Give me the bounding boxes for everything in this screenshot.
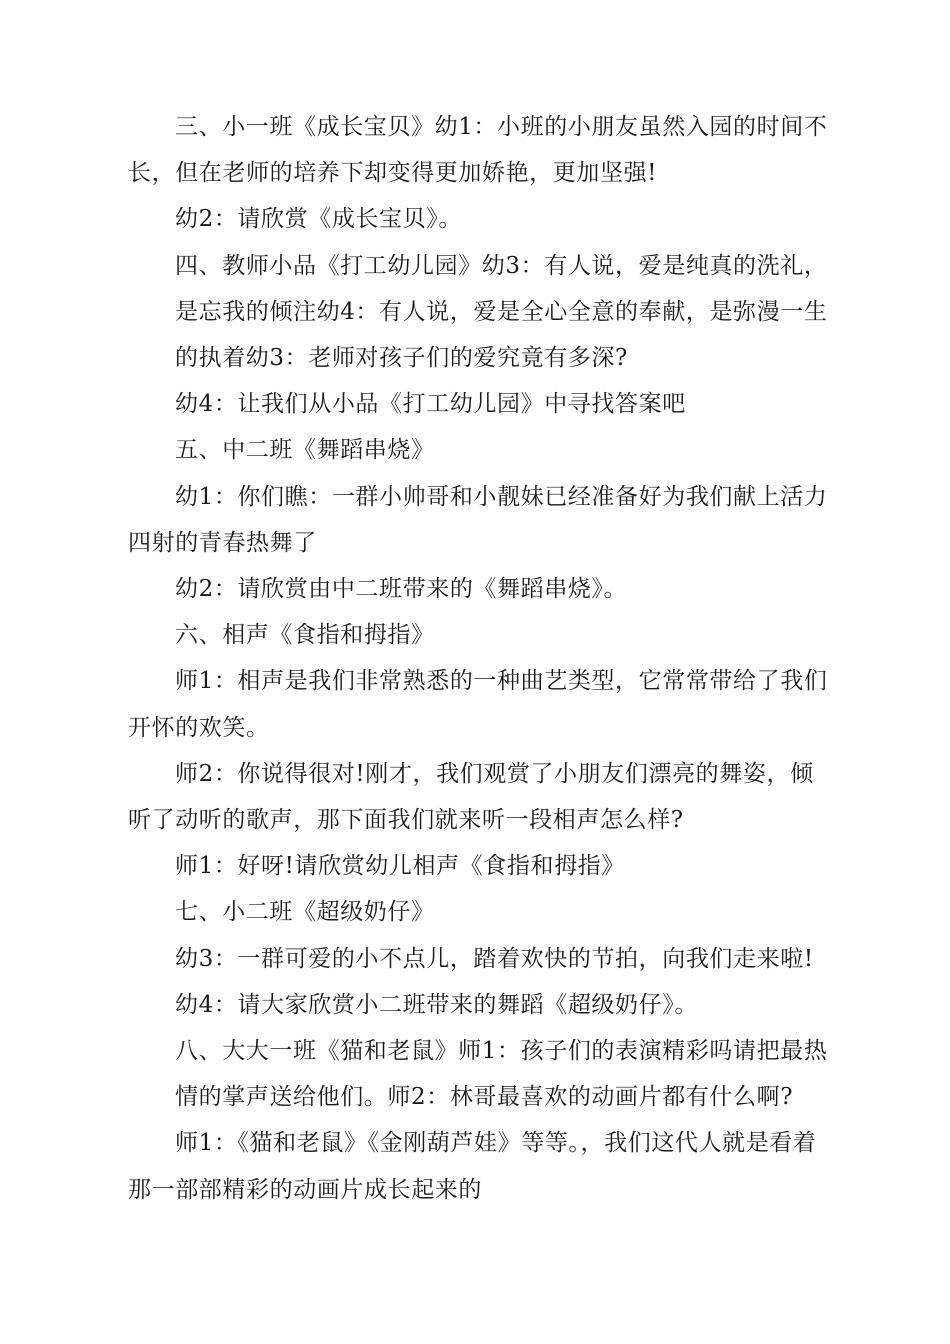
paragraph: 幼4：请大家欣赏小二班带来的舞蹈《超级奶仔》。 [175, 991, 698, 1018]
paragraph: 师1：相声是我们非常熟悉的一种曲艺类型，它常常带给了我们开怀的欢笑。 [128, 668, 828, 741]
paragraph: 幼2：请欣赏《成长宝贝》。 [175, 206, 462, 233]
paragraph: 师2：你说得很对!刚才，我们观赏了小朋友们漂亮的舞姿，倾听了动听的歌声，那下面我们就来听一段相声怎么样? [128, 760, 814, 834]
paragraph: 八、大大一班《猫和老鼠》师1：孩子们的表演精彩吗请把最热情的掌声送给他们。师2：林哥最喜欢的动画片都有什么啊? [175, 1038, 828, 1111]
paragraph: 四、教师小品《打工幼儿园》幼3：有人说，爱是纯真的洗礼，是忘我的倾注幼4：有人说，爱是全心全意的奉献，是弥漫一生的执着幼3：老师对孩子们的爱究竟有多深? [175, 252, 828, 372]
paragraph: 七、小二班《超级奶仔》 [175, 899, 435, 926]
paragraph: 师1：好呀!请欣赏幼儿相声《食指和拇指》 [175, 853, 625, 880]
paragraph: 幼4：让我们从小品《打工幼儿园》中寻找答案吧 [175, 391, 686, 418]
paragraph: 幼2：请欣赏由中二班带来的《舞蹈串烧》。 [175, 576, 628, 603]
paragraph: 六、相声《食指和拇指》 [175, 622, 435, 649]
paragraph: 幼3：一群可爱的小不点儿，踏着欢快的节拍，向我们走来啦! [175, 945, 814, 972]
paragraph: 五、中二班《舞蹈串烧》 [175, 437, 435, 464]
paragraph: 三、小一班《成长宝贝》幼1：小班的小朋友虽然入园的时间不长，但在老师的培养下却变得更加娇艳，更加坚强! [128, 114, 828, 187]
paragraph: 师1：《猫和老鼠》《金刚葫芦娃》等等。，我们这代人就是看着那一部部精彩的动画片成长起来的 [128, 1130, 817, 1203]
paragraph: 幼1：你们瞧：一群小帅哥和小靓妹已经准备好为我们献上活力四射的青春热舞了 [128, 483, 828, 556]
document-body [128, 104, 828, 1213]
